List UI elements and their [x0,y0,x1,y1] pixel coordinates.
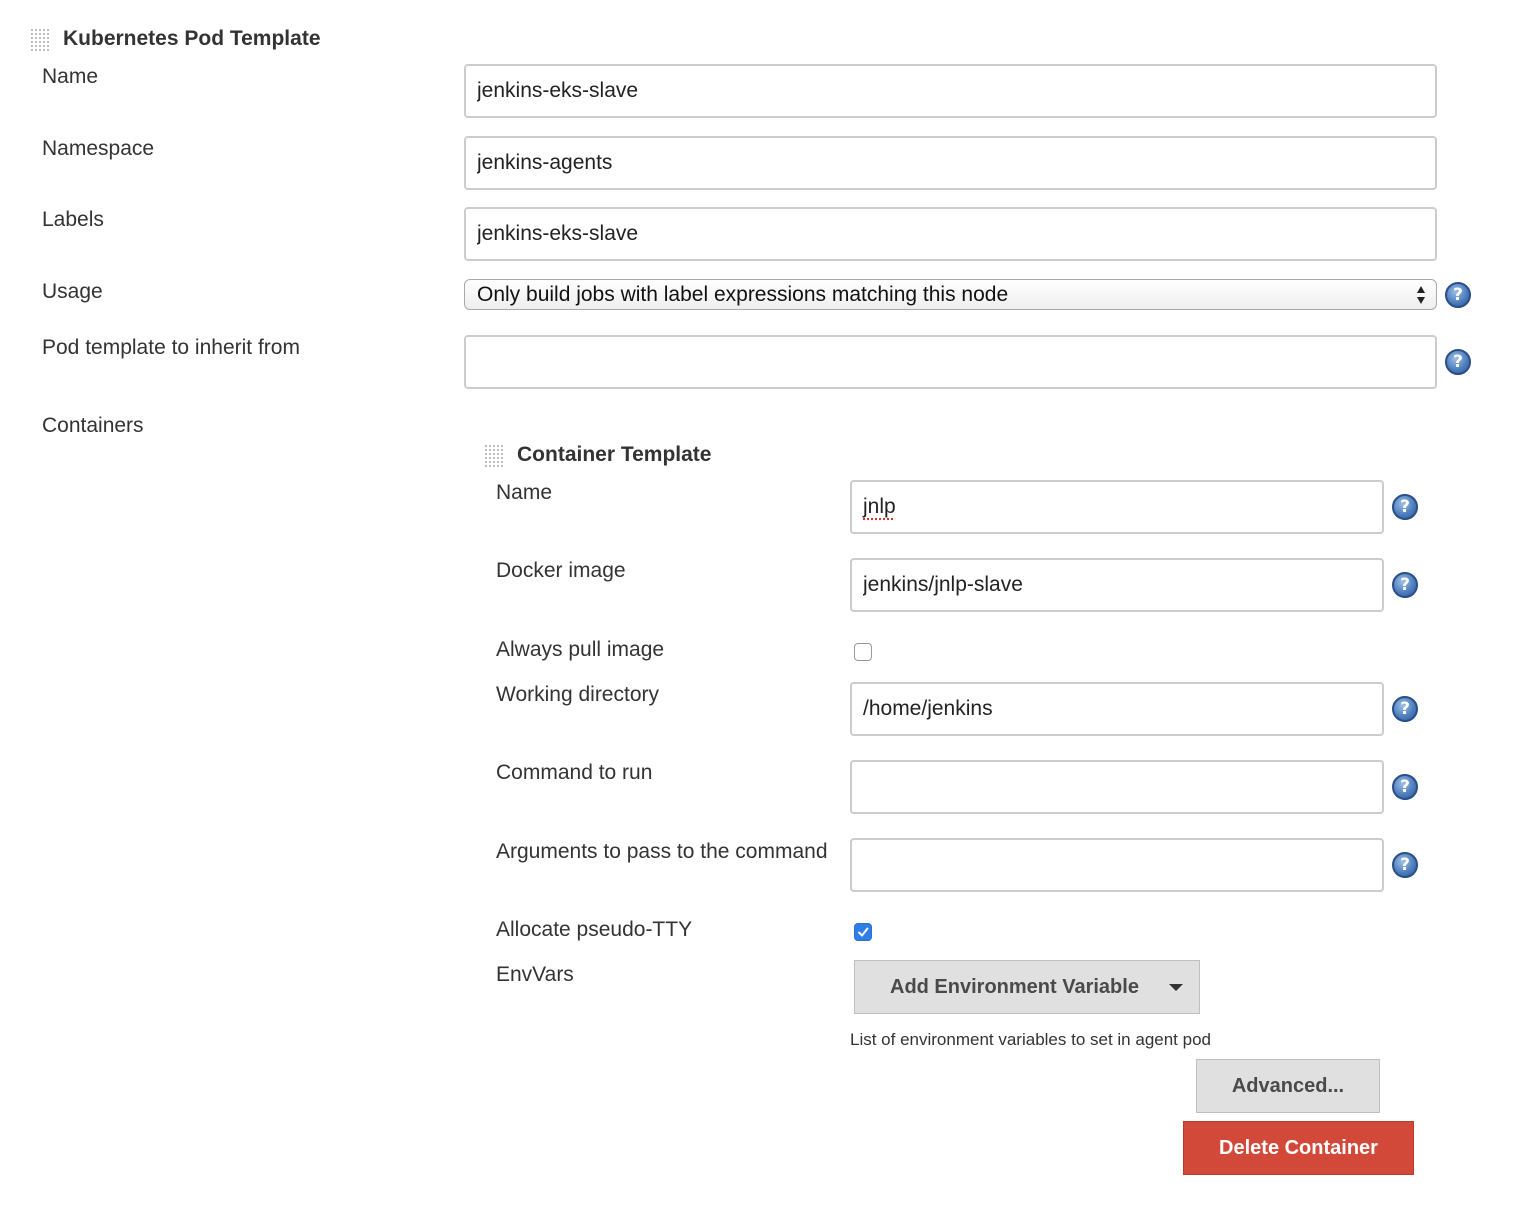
docker-image-input[interactable] [850,558,1384,612]
add-environment-variable-button[interactable] [854,960,1200,1014]
container-name-help-icon[interactable]: ? [1392,494,1418,520]
pod-template-title: Kubernetes Pod Template [63,27,321,50]
container-name-input[interactable] [850,480,1384,534]
working-dir-label: Working directory [496,683,659,706]
args-input[interactable] [850,838,1384,892]
envvars-description: List of environment variables to set in agent pod [850,1030,1211,1049]
tty-checkbox[interactable] [854,923,872,941]
container-drag-handle-icon[interactable] [484,444,504,468]
inherit-from-input[interactable] [464,335,1437,389]
command-help-icon[interactable]: ? [1392,774,1418,800]
docker-image-help-icon[interactable]: ? [1392,572,1418,598]
delete-container-label: Delete Container [1219,1136,1378,1159]
envvars-label: EnvVars [496,963,574,986]
container-template-title: Container Template [517,443,712,466]
container-name-value: jnlp [863,495,896,518]
command-input[interactable] [850,760,1384,814]
pod-name-label: Name [42,65,99,88]
always-pull-checkbox[interactable] [854,643,872,661]
docker-image-label: Docker image [496,559,626,582]
usage-select[interactable] [464,279,1437,310]
drag-handle-icon[interactable] [30,28,50,52]
working-dir-help-icon[interactable]: ? [1392,696,1418,722]
caret-down-icon [1169,984,1183,991]
args-help-icon[interactable]: ? [1392,852,1418,878]
pod-name-input[interactable] [464,64,1437,118]
advanced-button-label: Advanced... [1231,1074,1345,1097]
usage-selected-value: Only build jobs with label expressions matching this node [477,282,1009,306]
container-name-label: Name [496,481,553,504]
delete-container-button[interactable] [1183,1121,1414,1175]
advanced-button[interactable] [1196,1059,1380,1113]
add-environment-variable-label: Add Environment Variable [890,975,1139,998]
checkmark-icon [857,926,869,938]
command-label: Command to run [496,761,653,784]
usage-help-icon[interactable]: ? [1445,282,1471,308]
args-label: Arguments to pass to the command [496,840,828,863]
namespace-label: Namespace [42,137,155,160]
usage-label: Usage [42,280,103,303]
inherit-from-label: Pod template to inherit from [42,336,300,359]
labels-label: Labels [42,208,104,231]
working-dir-input[interactable] [850,682,1384,736]
select-arrows-icon [1416,283,1426,307]
always-pull-label: Always pull image [496,638,665,661]
tty-label: Allocate pseudo-TTY [496,918,693,941]
inherit-from-help-icon[interactable]: ? [1445,349,1471,375]
containers-label: Containers [42,414,144,437]
namespace-input[interactable] [464,136,1437,190]
labels-input[interactable] [464,207,1437,261]
